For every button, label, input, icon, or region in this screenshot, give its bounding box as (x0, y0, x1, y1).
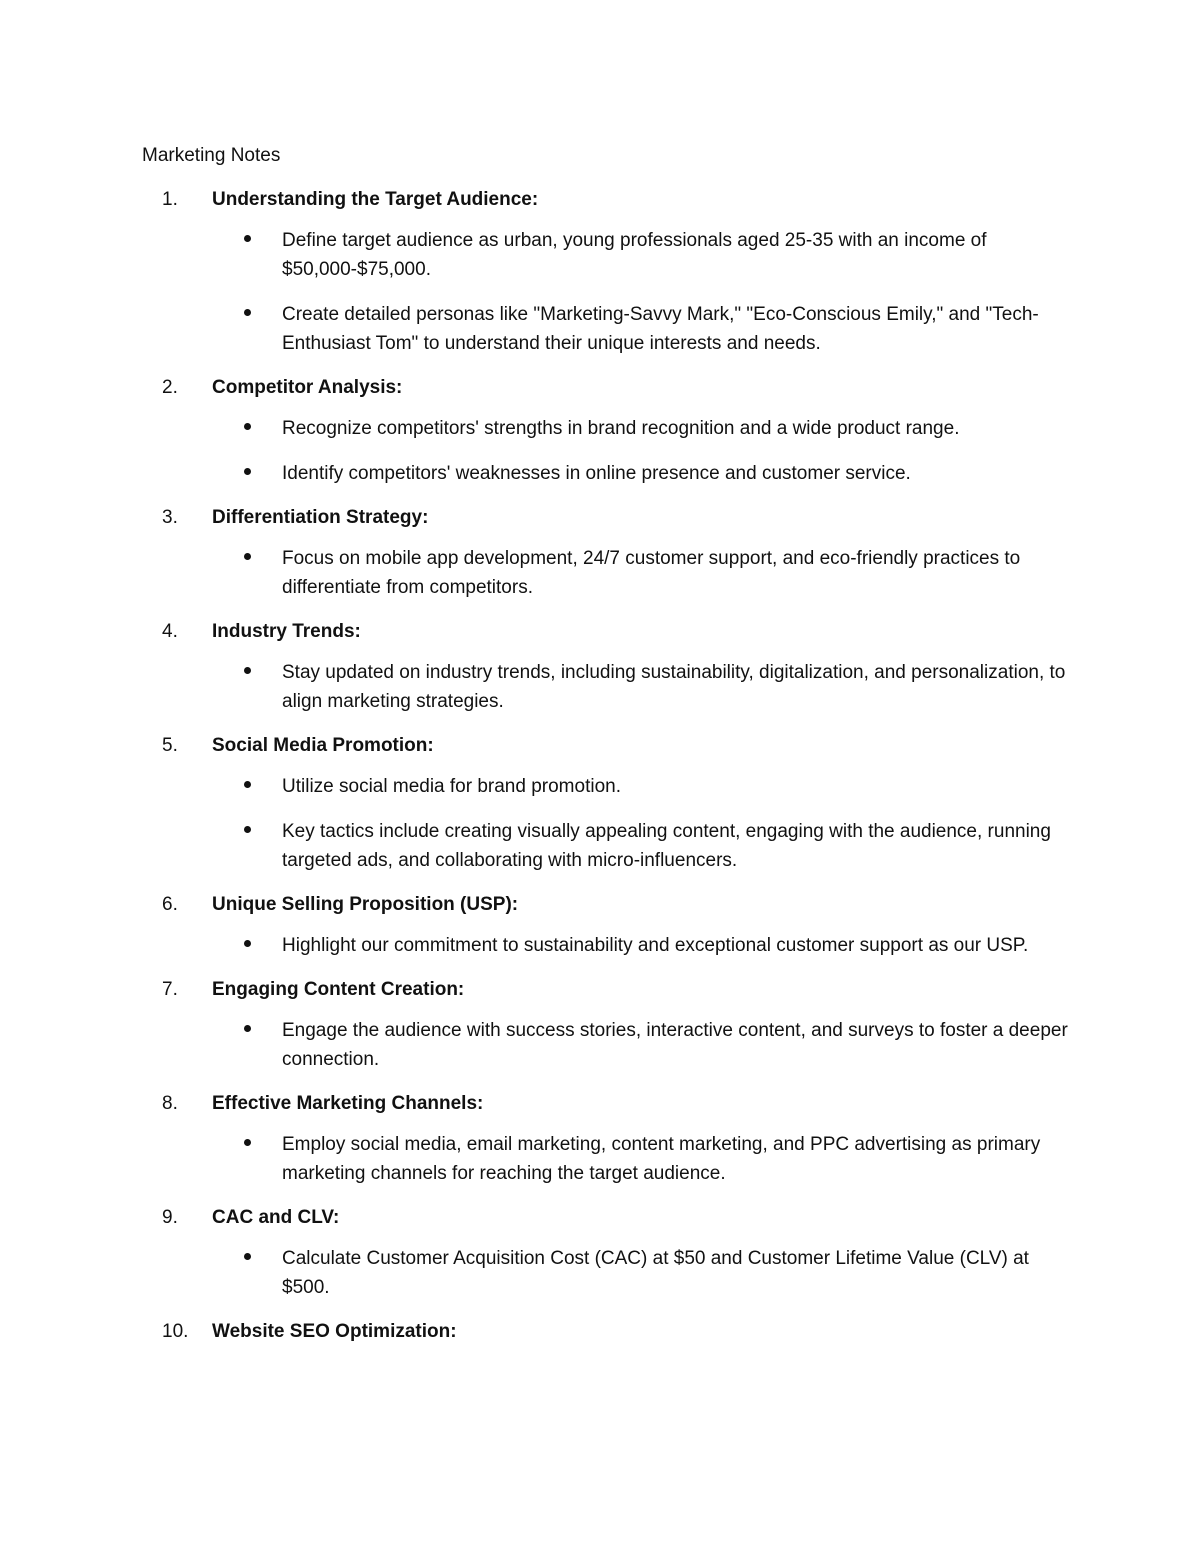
section-heading (0, 732, 1200, 760)
section-title: Engaging Content Creation: (212, 979, 465, 1000)
section-heading (0, 891, 1200, 919)
section-item (0, 618, 1200, 716)
section-title: Effective Marketing Channels: (212, 1093, 484, 1114)
section-heading (0, 1318, 1200, 1346)
bullet-dot-icon (244, 553, 251, 560)
bullet-dot-icon (244, 1139, 251, 1146)
section-heading (0, 1204, 1200, 1232)
bullet-list (0, 931, 1200, 960)
bullet-text: Stay updated on industry trends, including sustainability, digitalization, and personalization, to align marketing strategies. (282, 662, 1066, 712)
bullet-list (0, 226, 1200, 358)
bullet-item (0, 1016, 1200, 1074)
bullet-item (0, 772, 1200, 801)
bullet-list (0, 658, 1200, 716)
section-title: Unique Selling Proposition (USP): (212, 894, 519, 915)
section-title: Social Media Promotion: (212, 735, 434, 756)
section-heading (0, 618, 1200, 646)
bullet-dot-icon (244, 423, 251, 430)
bullet-item (0, 414, 1200, 443)
section-number: 3. (162, 507, 178, 528)
section-number: 1. (162, 189, 178, 210)
bullet-dot-icon (244, 1253, 251, 1260)
bullet-text: Calculate Customer Acquisition Cost (CAC) at $50 and Customer Lifetime Value (CLV) at $500. (282, 1248, 1029, 1298)
bullet-item (0, 1130, 1200, 1188)
section-title: Website SEO Optimization: (212, 1321, 457, 1342)
bullet-list (0, 772, 1200, 875)
section-item (0, 1204, 1200, 1302)
bullet-list (0, 1130, 1200, 1188)
section-number: 7. (162, 979, 178, 1000)
section-item (0, 1318, 1200, 1346)
section-number: 2. (162, 377, 178, 398)
section-item (0, 976, 1200, 1074)
bullet-dot-icon (244, 468, 251, 475)
bullet-dot-icon (244, 940, 251, 947)
section-title: Differentiation Strategy: (212, 507, 429, 528)
bullet-item (0, 544, 1200, 602)
section-title: CAC and CLV: (212, 1207, 340, 1228)
bullet-dot-icon (244, 826, 251, 833)
bullet-text: Define target audience as urban, young professionals aged 25-35 with an income of $50,000-$75,000. (282, 230, 987, 280)
section-number: 5. (162, 735, 178, 756)
bullet-item (0, 658, 1200, 716)
bullet-item (0, 459, 1200, 488)
section-number: 9. (162, 1207, 178, 1228)
bullet-dot-icon (244, 235, 251, 242)
bullet-item (0, 226, 1200, 284)
section-item (0, 504, 1200, 602)
bullet-list (0, 544, 1200, 602)
bullet-text: Focus on mobile app development, 24/7 customer support, and eco-friendly practices to differentiate from competitors. (282, 548, 1021, 598)
bullet-text: Identify competitors' weaknesses in online presence and customer service. (282, 463, 911, 484)
section-number: 10. (162, 1321, 189, 1342)
bullet-item (0, 300, 1200, 358)
bullet-list (0, 1016, 1200, 1074)
bullet-text: Employ social media, email marketing, content marketing, and PPC advertising as primary marketing channels for reaching the target audience. (282, 1134, 1041, 1184)
section-heading (0, 1090, 1200, 1118)
bullet-item (0, 817, 1200, 875)
section-heading (0, 186, 1200, 214)
section-item (0, 1090, 1200, 1188)
section-heading (0, 976, 1200, 1004)
section-item (0, 891, 1200, 960)
section-number: 8. (162, 1093, 178, 1114)
section-number: 6. (162, 894, 178, 915)
section-heading (0, 504, 1200, 532)
bullet-dot-icon (244, 309, 251, 316)
bullet-text: Utilize social media for brand promotion. (282, 776, 621, 797)
bullet-dot-icon (244, 781, 251, 788)
section-item (0, 186, 1200, 358)
section-list (0, 186, 1200, 1358)
section-item (0, 374, 1200, 488)
section-heading (0, 374, 1200, 402)
bullet-list (0, 1244, 1200, 1302)
section-title: Industry Trends: (212, 621, 361, 642)
bullet-item (0, 1244, 1200, 1302)
section-title: Understanding the Target Audience: (212, 189, 539, 210)
bullet-text: Engage the audience with success stories, interactive content, and surveys to foster a deeper connection. (282, 1020, 1068, 1070)
bullet-dot-icon (244, 667, 251, 674)
bullet-list (0, 414, 1200, 488)
bullet-text: Highlight our commitment to sustainability and exceptional customer support as our USP. (282, 935, 1029, 956)
section-number: 4. (162, 621, 178, 642)
bullet-item (0, 931, 1200, 960)
bullet-dot-icon (244, 1025, 251, 1032)
bullet-text: Recognize competitors' strengths in brand recognition and a wide product range. (282, 418, 960, 439)
section-title: Competitor Analysis: (212, 377, 403, 398)
document-title: Marketing Notes (142, 145, 281, 166)
bullet-text: Key tactics include creating visually appealing content, engaging with the audience, running targeted ads, and collaborating with micro-influencers. (282, 821, 1051, 871)
section-item (0, 732, 1200, 875)
bullet-text: Create detailed personas like "Marketing-Savvy Mark," "Eco-Conscious Emily," and "Tech-Enthusiast Tom" to understand their unique interests and needs. (282, 304, 1039, 354)
